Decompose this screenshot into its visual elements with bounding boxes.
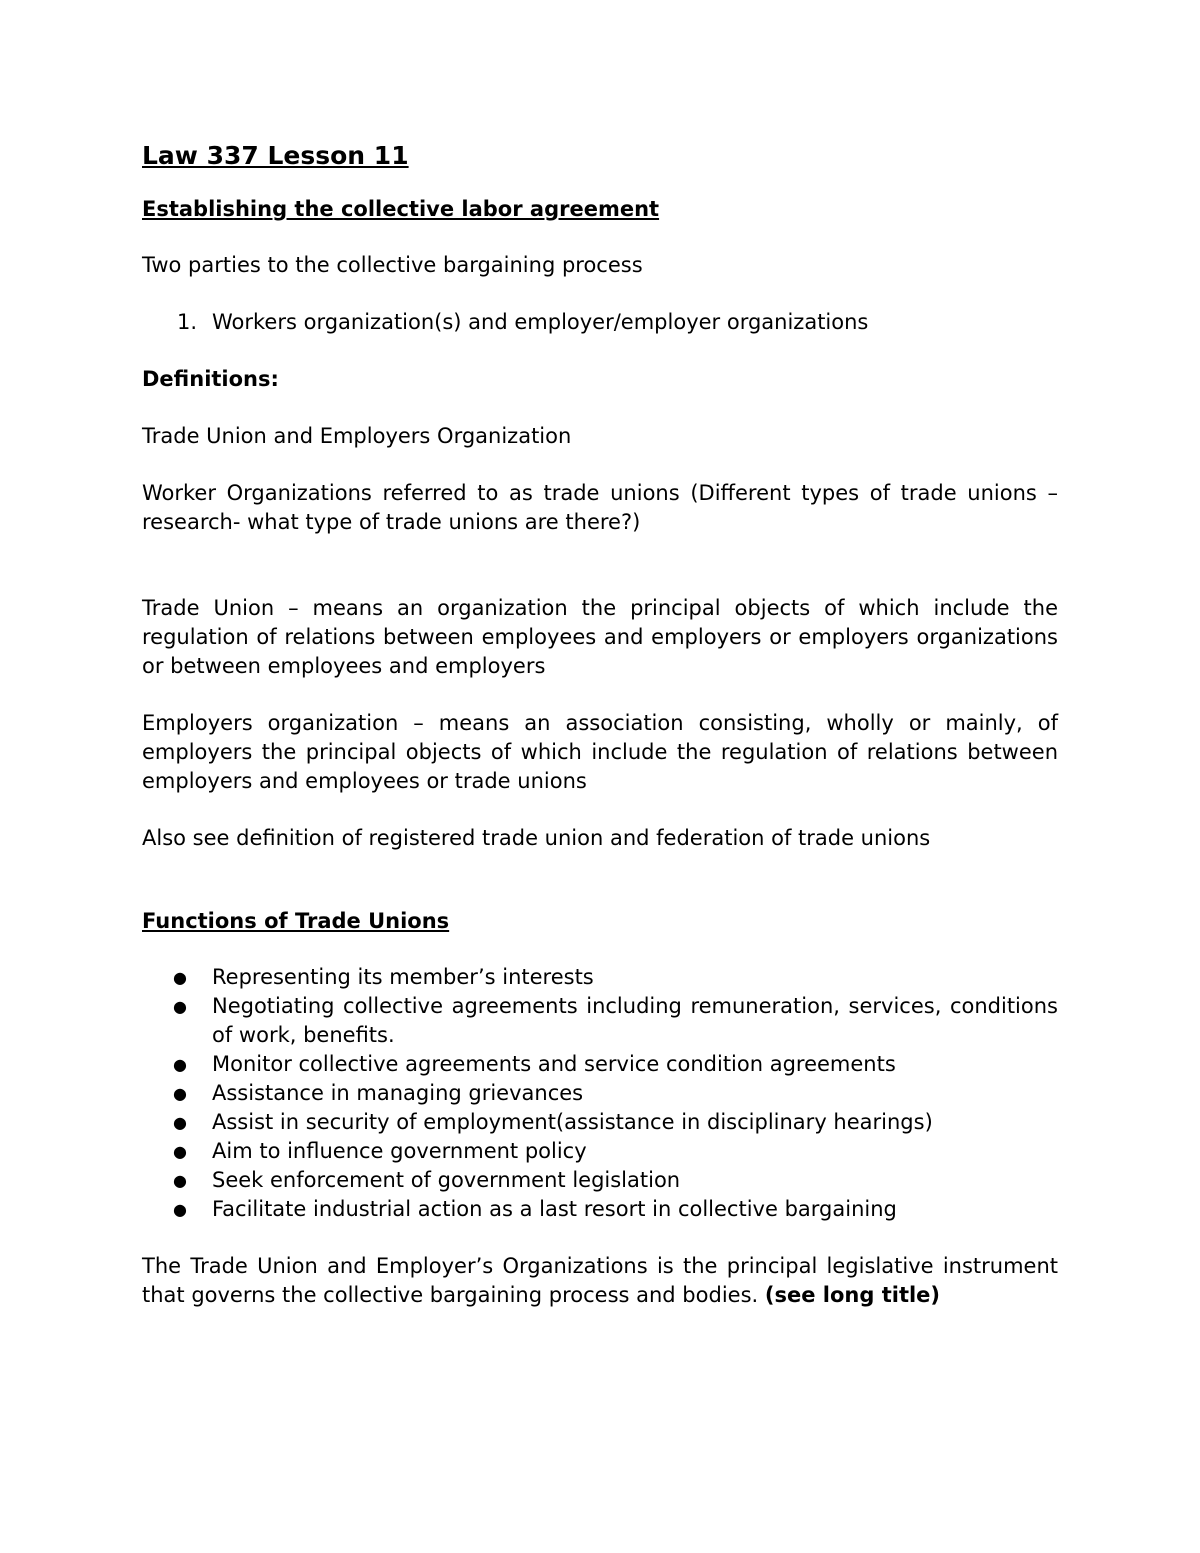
- definitions-subheading: Trade Union and Employers Organization: [142, 424, 572, 448]
- trade-union-definition: Trade Union – means an organization the principal objects of which include the regulation of relations between employees and employers or employers organizations or between employees and employers: [142, 596, 1058, 678]
- document-title: Law 337 Lesson 11: [142, 141, 409, 170]
- list-item-text: Negotiating collective agreements including remuneration, services, conditions of work, benefits.: [212, 994, 1058, 1047]
- list-item: [142, 1195, 1058, 1224]
- employers-organization-definition: Employers organization – means an association consisting, wholly or mainly, of employers the principal objects of which include the regulation of relations between employers and employees or trade unions: [142, 711, 1058, 793]
- worker-organizations-text: Worker Organizations referred to as trade unions (Different types of trade unions – research- what type of trade unions are there?): [142, 481, 1058, 534]
- list-item-text: Representing its member’s interests: [212, 965, 594, 989]
- spacer: [142, 881, 1058, 907]
- functions-heading: Functions of Trade Unions: [142, 909, 450, 933]
- list-item: [142, 1079, 1058, 1108]
- list-item: [142, 1166, 1058, 1195]
- list-item-text: Seek enforcement of government legislation: [212, 1168, 681, 1192]
- list-item-text: Monitor collective agreements and service condition agreements: [212, 1052, 896, 1076]
- spacer: [142, 565, 1058, 594]
- list-item-text: Assistance in managing grievances: [212, 1081, 584, 1105]
- list-item-text: Workers organization(s) and employer/employer organizations: [212, 310, 869, 334]
- document-page: [142, 140, 1058, 1338]
- heading-establishing-agreement: Establishing the collective labor agreement: [142, 197, 660, 221]
- list-item: [142, 1137, 1058, 1166]
- definitions-heading: Definitions:: [142, 367, 279, 391]
- bullet-icon: ●: [173, 1055, 187, 1074]
- functions-list: [142, 963, 1058, 1224]
- closing-bold-text: (see long title): [764, 1283, 941, 1307]
- list-number: 1.: [177, 310, 198, 334]
- list-item: [142, 1108, 1058, 1137]
- bullet-icon: ●: [173, 1113, 187, 1132]
- list-item-text: Aim to influence government policy: [212, 1139, 587, 1163]
- intro-parties-text: Two parties to the collective bargaining process: [142, 253, 643, 277]
- bullet-icon: ●: [173, 997, 187, 1016]
- closing-paragraph: [142, 1252, 1058, 1310]
- also-see-text: Also see definition of registered trade union and federation of trade unions: [142, 826, 931, 850]
- list-item-text: Facilitate industrial action as a last resort in collective bargaining: [212, 1197, 897, 1221]
- parties-list: [142, 308, 1058, 337]
- list-item-text: Assist in security of employment(assistance in disciplinary hearings): [212, 1110, 933, 1134]
- bullet-icon: ●: [173, 1142, 187, 1161]
- list-item: [142, 963, 1058, 992]
- list-item: [142, 992, 1058, 1050]
- list-item: [142, 1050, 1058, 1079]
- parties-list-item: [142, 308, 1058, 337]
- bullet-icon: ●: [173, 968, 187, 987]
- closing-text: The Trade Union and Employer’s Organizations is the principal legislative instrument that governs the collective bargaining process and bodies.: [142, 1254, 1058, 1307]
- bullet-icon: ●: [173, 1200, 187, 1219]
- bullet-icon: ●: [173, 1171, 187, 1190]
- bullet-icon: ●: [173, 1084, 187, 1103]
